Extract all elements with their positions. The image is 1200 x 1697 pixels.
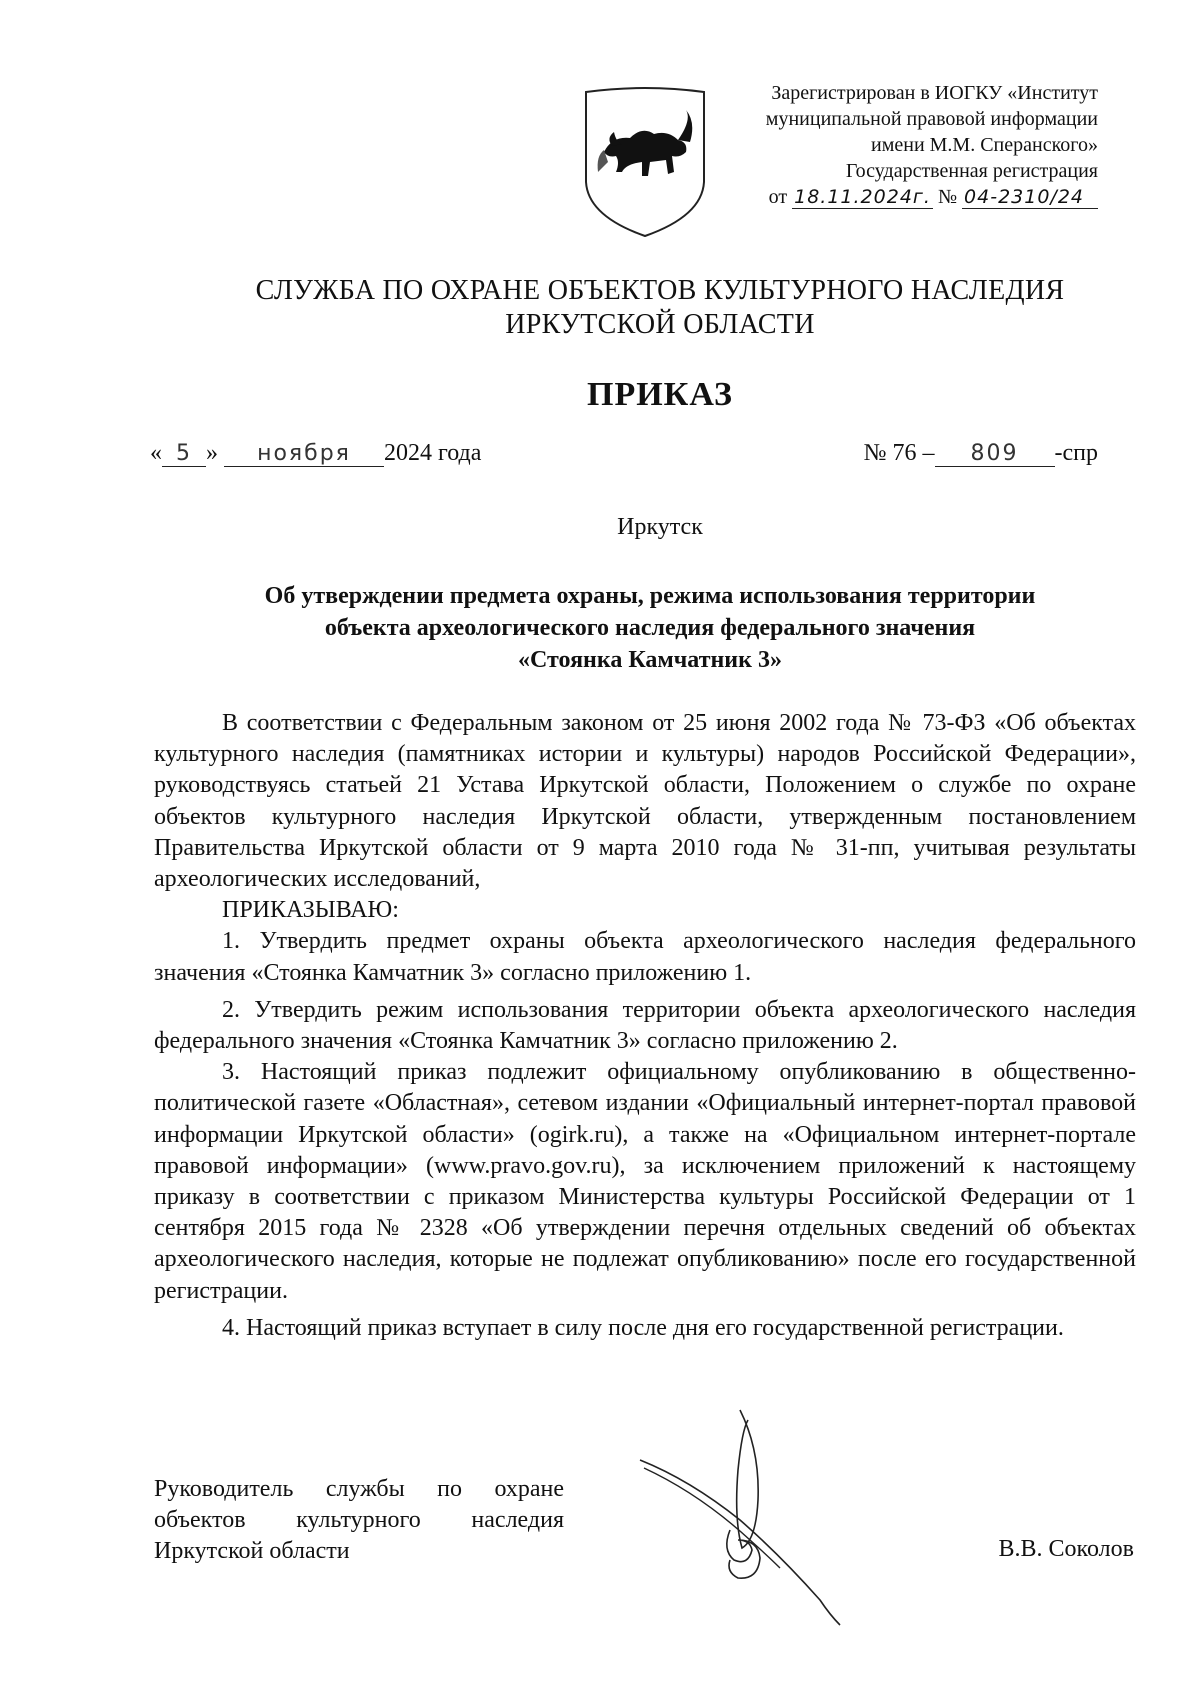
handwritten-signature (630, 1390, 890, 1640)
agency-name-line-2: ИРКУТСКОЙ ОБЛАСТИ (505, 309, 815, 340)
order-word: ПРИКАЗЫВАЮ: (222, 897, 399, 924)
order-month: ноября (224, 441, 384, 467)
order-item-2: 2. Утвердить режим использования территории объекта археологического наследия федерального значения «Стоянка Камчатник 3» согласно приложению 2. (154, 996, 1136, 1055)
agency-name-line-1: СЛУЖБА ПО ОХРАНЕ ОБЪЕКТОВ КУЛЬТУРНОГО НАСЛЕДИЯ (255, 275, 1065, 306)
registration-number: 04-2310/24 (962, 186, 1098, 209)
subject-line-2: объекта археологического наследия федерального значения (324, 615, 976, 641)
registration-line-2: муниципальной правовой информации (765, 108, 1098, 130)
registration-stamp (658, 80, 1098, 210)
order-year: 2024 года (384, 440, 482, 466)
order-subject (150, 580, 1150, 676)
registration-details (658, 184, 1098, 210)
order-item-3: 3. Настоящий приказ подлежит официальному опубликованию в общественно-политической газете «Областная», сетевом издании «Официальный интернет-портал правовой информации Иркутской области» (ogirk.ru), а также на «Официальном интернет-портале правовой информации» (www.pravo.gov.ru), за исключением приложений к настоящему приказу в соответствии с приказом Министерства культуры Российской Федерации от 1 сентября 2015 года № 2328 «Об утверждении перечня отдельных сведений об объектах археологического наследия, которые не подлежат опубликованию» после его государственной регистрации. (154, 1059, 1136, 1304)
registration-line-1: Зарегистрирован в ИОГКУ «Институт (771, 82, 1098, 104)
order-body (154, 708, 1136, 1344)
order-day: 5 (162, 441, 206, 467)
registration-number-label: № (937, 186, 958, 208)
order-number-prefix: № 76 – (863, 440, 935, 466)
preamble-paragraph: В соответствии с Федеральным законом от 25 июня 2002 года № 73-ФЗ «Об объектах культурного наследия (памятниках истории и культуры) народов Российской Федерации», руководствуясь статьей 21 Устава Иркутской области, Положением о службе по охране объектов культурного наследия Иркутской области, утвержденным постановлением Правительства Иркутской области от 9 марта 2010 года № 31-пп, учитывая результаты археологических исследований, (154, 710, 1136, 893)
registration-from-label: от (768, 186, 788, 208)
registration-line-3: имени М.М. Сперанского» (871, 134, 1098, 156)
document-title: ПРИКАЗ (587, 376, 733, 413)
order-item-4: 4. Настоящий приказ вступает в силу после дня его государственной регистрации. (222, 1314, 1064, 1341)
order-number-handwritten: 809 (935, 441, 1055, 467)
order-number-suffix: -спр (1054, 440, 1098, 466)
order-date (150, 440, 481, 467)
date-quote-close: » (206, 440, 218, 466)
date-quote-open: « (150, 440, 162, 466)
signatory-position: Руководитель службы по охране объектов культурного наследия Иркутской области (154, 1476, 564, 1564)
registration-line-4: Государственная регистрация (845, 160, 1098, 182)
order-number (864, 440, 1098, 467)
registration-date: 18.11.2024г. (794, 186, 931, 208)
signatory-name: В.В. Соколов (998, 1536, 1134, 1562)
order-city: Иркутск (617, 514, 703, 540)
order-item-1: 1. Утвердить предмет охраны объекта археологического наследия федерального значения «Стоянка Камчатник 3» согласно приложению 1. (154, 928, 1136, 986)
agency-name (0, 274, 1200, 342)
subject-line-1: Об утверждении предмета охраны, режима использования территории (264, 583, 1036, 609)
subject-line-3: «Стоянка Камчатник 3» (518, 647, 782, 673)
